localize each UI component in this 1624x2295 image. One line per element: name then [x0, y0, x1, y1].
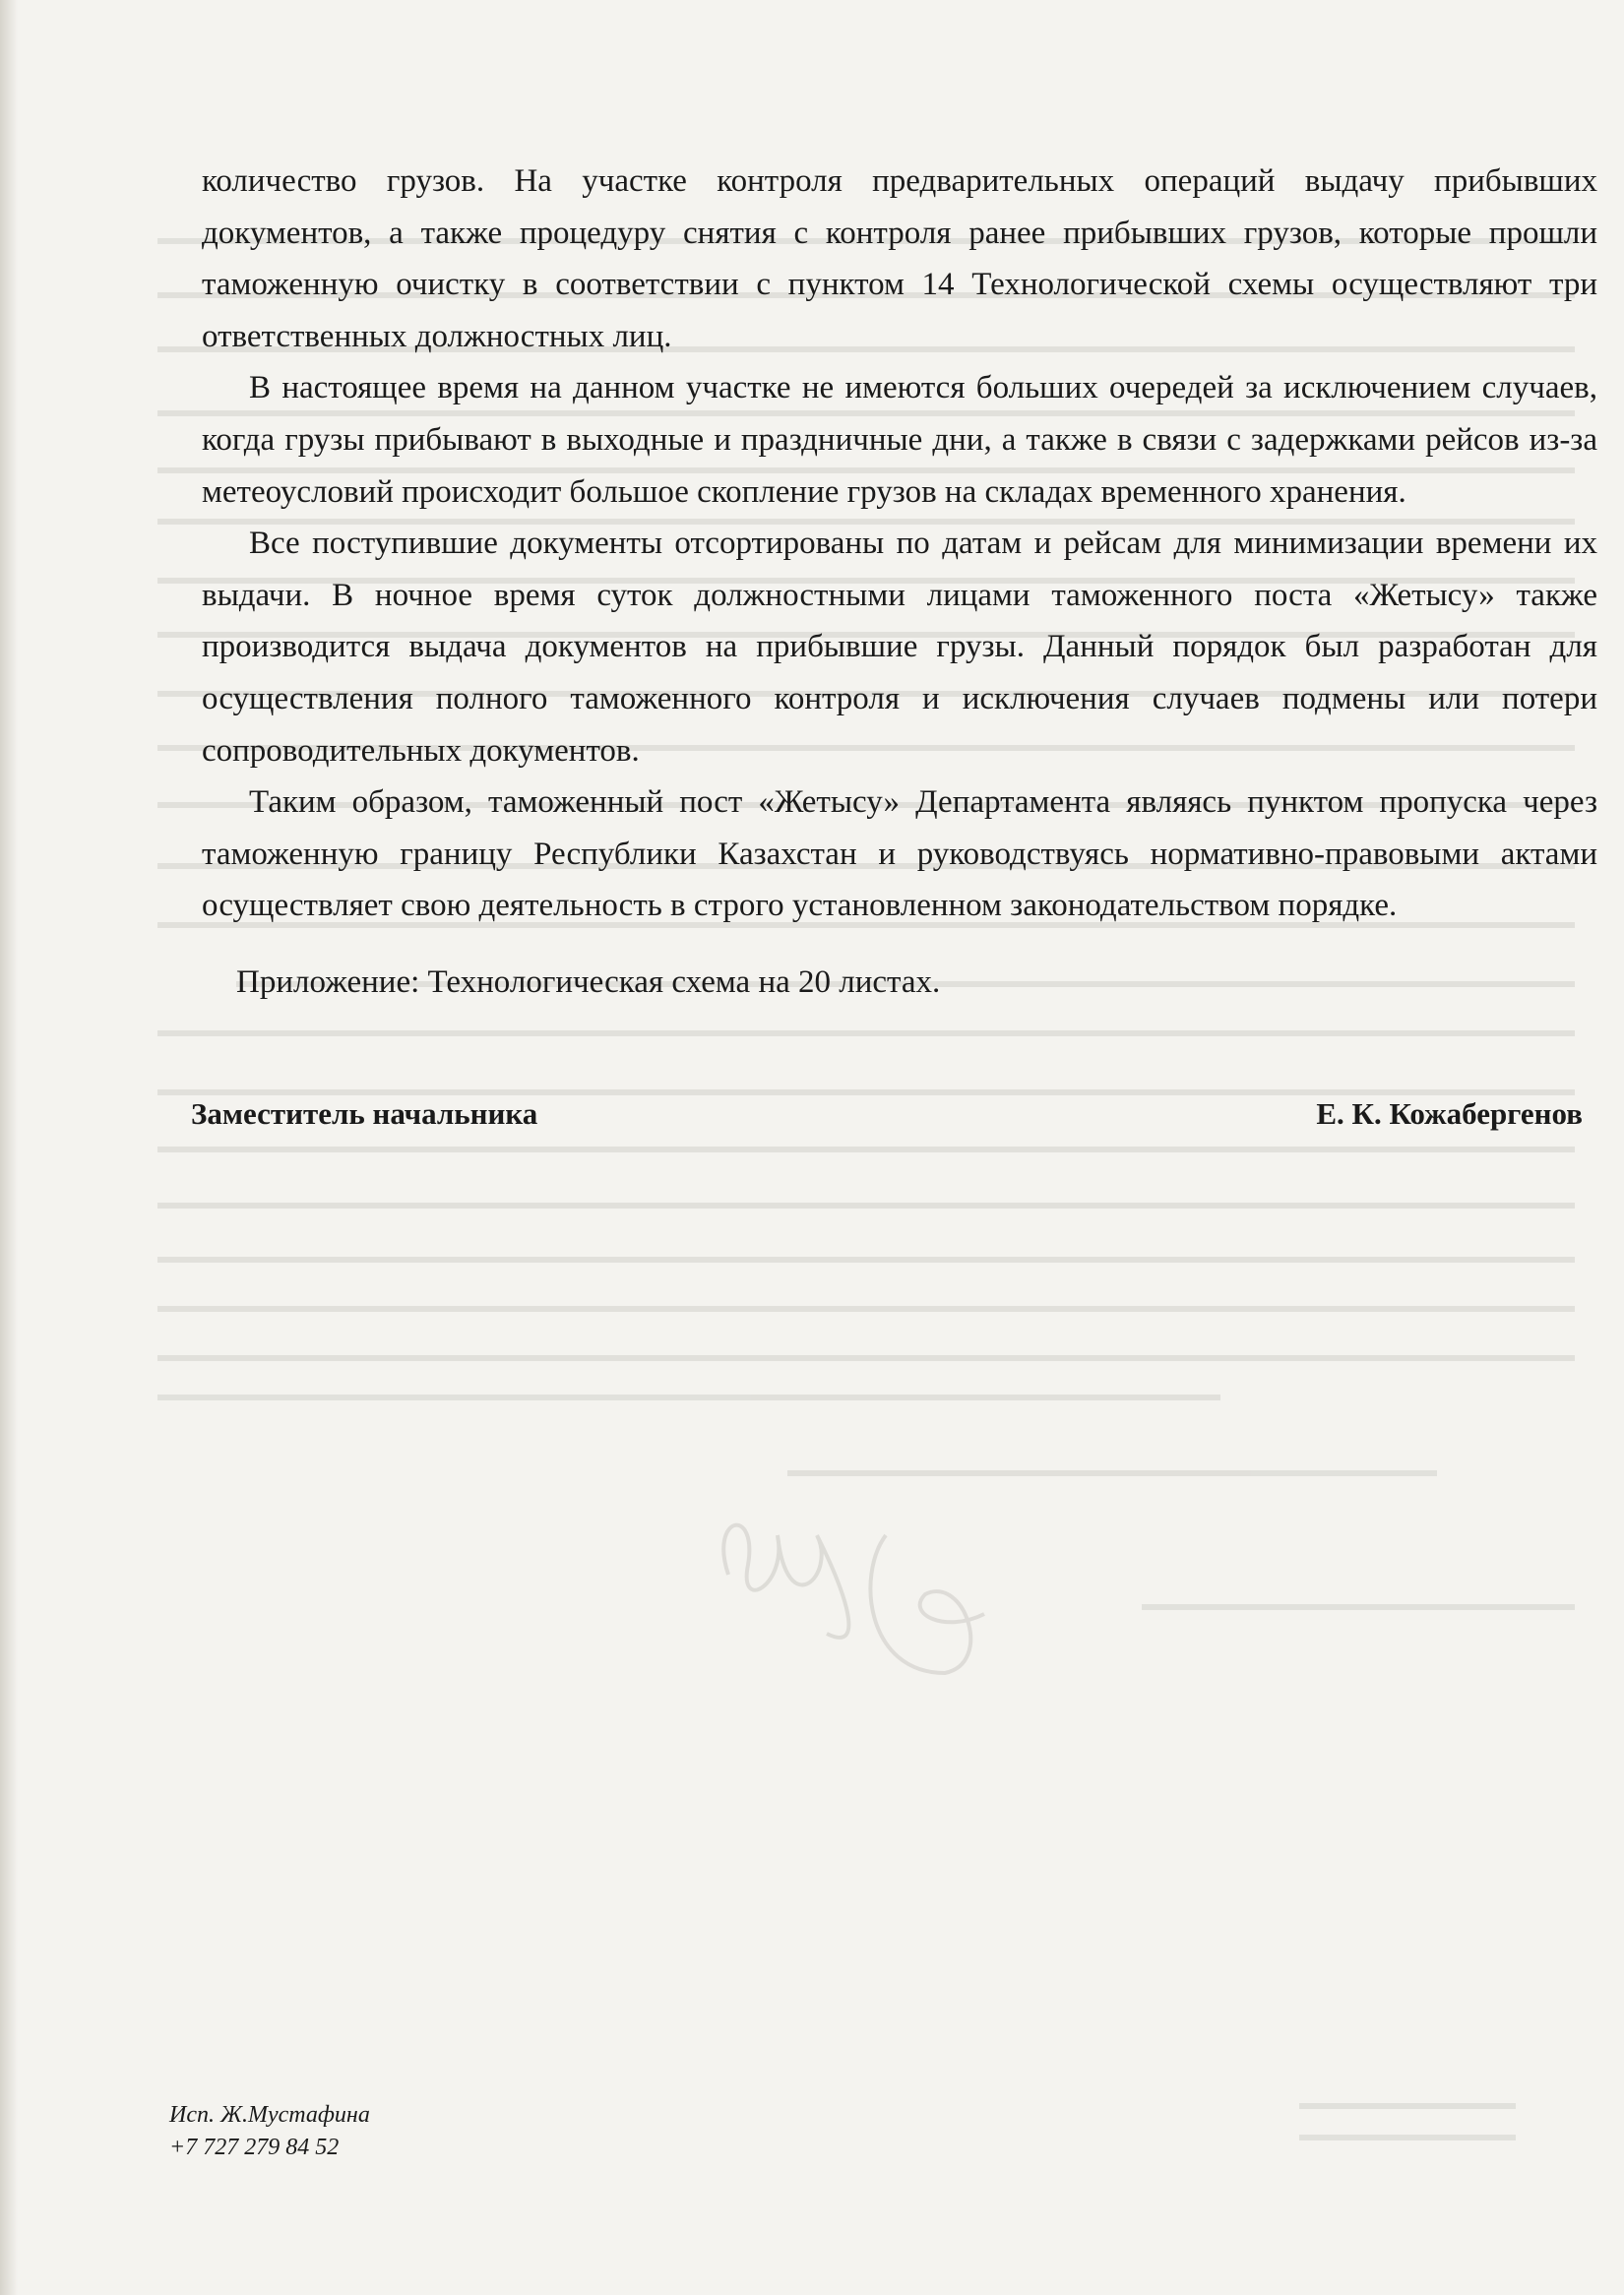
executor-block [169, 2099, 370, 2164]
signatory-name: Е. К. Кожабергенов [1316, 1096, 1583, 1131]
page-edge-shadow [0, 0, 18, 2295]
signatory-title: Заместитель начальника [191, 1096, 538, 1131]
executor-name: Исп. Ж.Мустафина [169, 2102, 370, 2128]
paragraph-2: В настоящее время на данном участке не имеются больших очередей за исключением случаев, когда грузы прибывают в выходные и праздничные дни, а также в связи с задержками рейсов из-за метеоусловий происходит большое скопление грузов на складах временного хранения. [202, 370, 1597, 510]
body-text [202, 155, 1597, 932]
paragraph-4: Таким образом, таможенный пост «Жетысу» Департамента являясь пунктом пропуска через таможенную границу Республики Казахстан и руководствуясь нормативно-правовыми актами осуществляет свою деятельность в строго установленном законодательством порядке. [202, 784, 1597, 924]
executor-phone: +7 727 279 84 52 [169, 2135, 340, 2160]
paragraph-3: Все поступившие документы отсортированы по датам и рейсам для минимизации времени их выдачи. В ночное время суток должностными лицами таможенного поста «Жетысу» также производится выдача документов на прибывшие грузы. Данный порядок был разработан для осуществления полного таможенного контроля и исключения случаев подмены или потери сопроводительных документов. [202, 526, 1597, 769]
appendix-note: Приложение: Технологическая схема на 20 листах. [236, 964, 941, 1000]
paragraph-1: количество грузов. На участке контроля предварительных операций выдачу прибывших документов, а также процедуру снятия с контроля ранее прибывших грузов, которые прошли таможенную очистку в соответствии с пунктом 14 Технологической схемы осуществляют три ответственных должностных лиц. [202, 163, 1597, 354]
